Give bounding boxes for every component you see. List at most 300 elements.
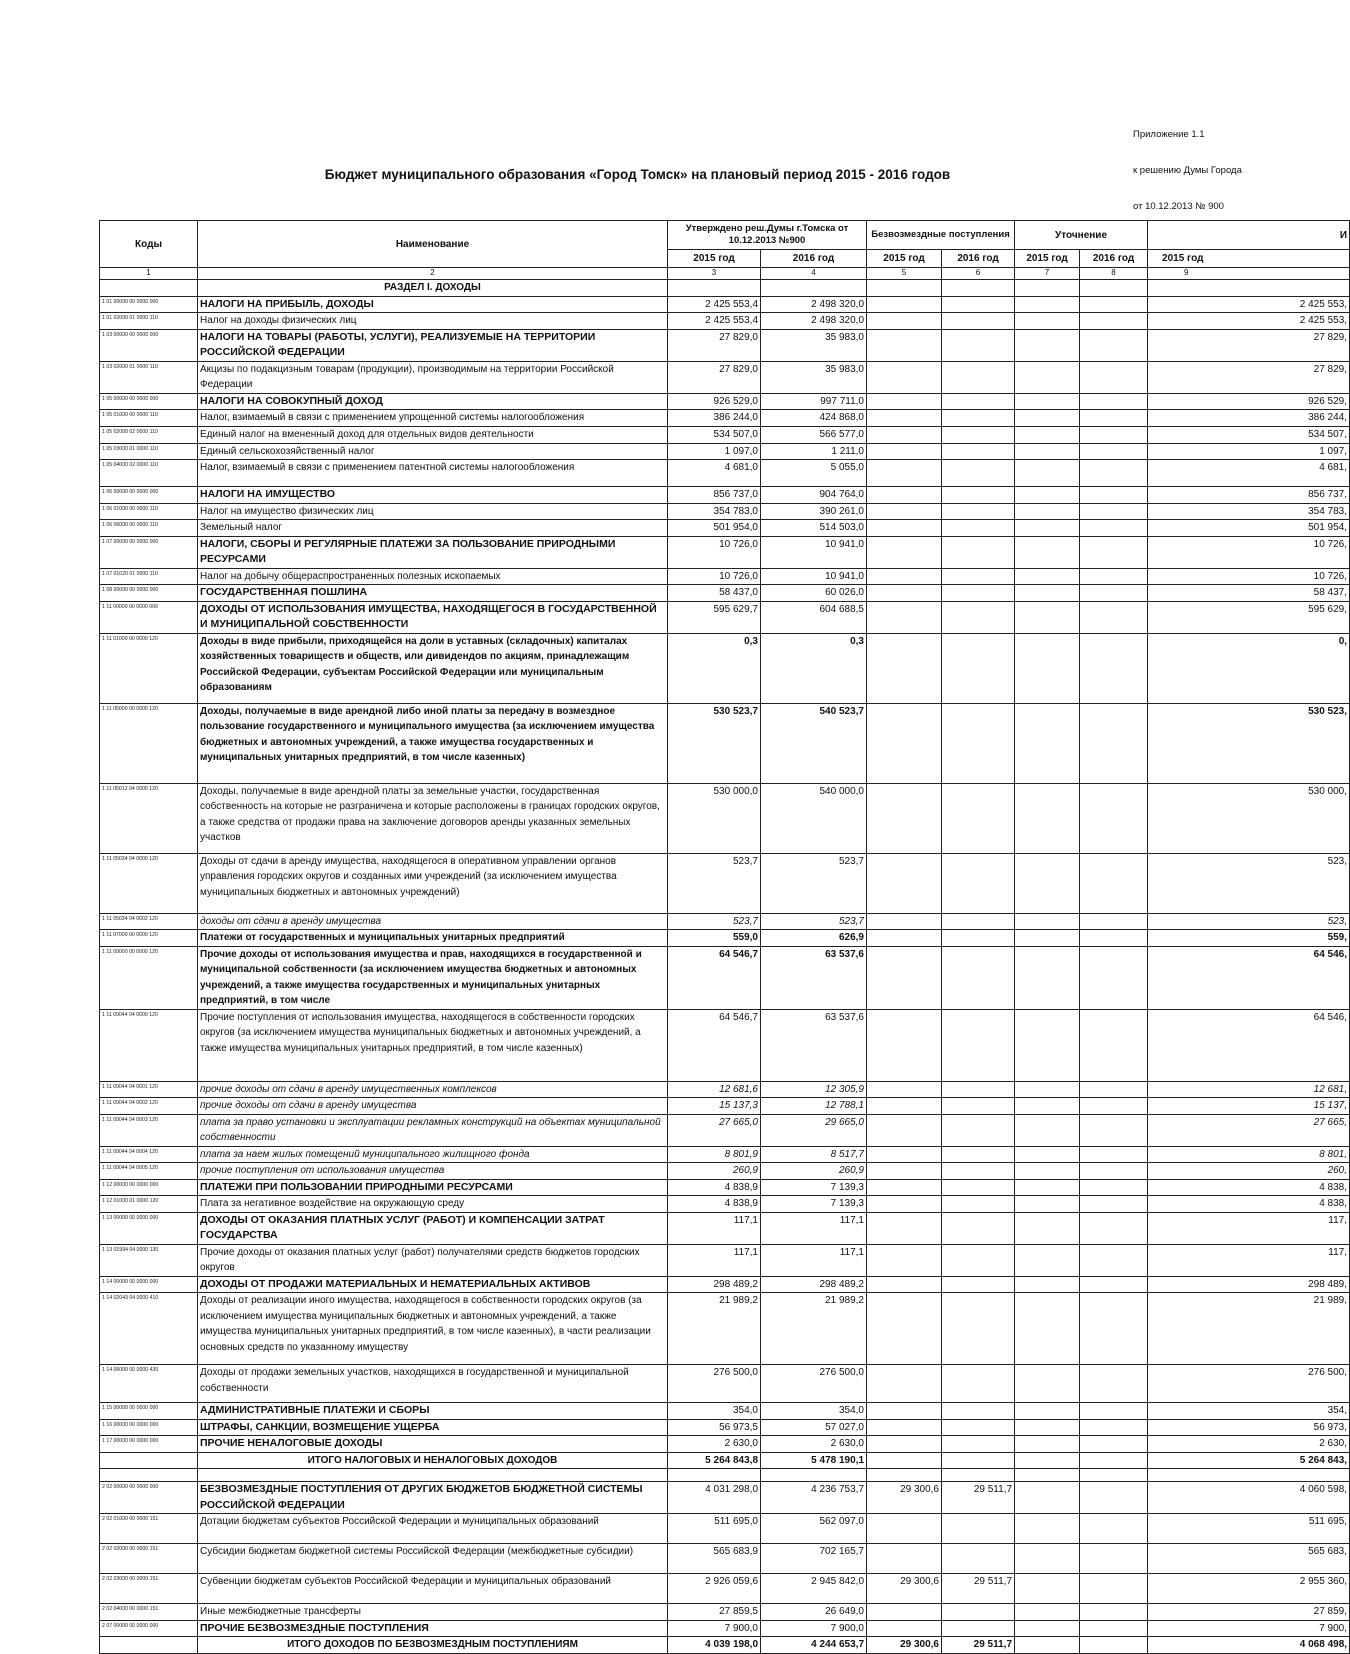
value-approved-2016: 10 941,0 xyxy=(761,568,867,585)
value-approved-2015: 5 264 843,8 xyxy=(668,1452,761,1469)
value-approved-2015: 856 737,0 xyxy=(668,487,761,504)
appendix-line-3: от 10.12.2013 № 900 xyxy=(1133,201,1224,212)
value-grants-2016 xyxy=(942,460,1015,487)
value-refinement-2016 xyxy=(1080,426,1148,443)
row-name: ПЛАТЕЖИ ПРИ ПОЛЬЗОВАНИИ ПРИРОДНЫМИ РЕСУРСАМИ xyxy=(198,1179,668,1196)
value-approved-2016: 12 305,9 xyxy=(761,1081,867,1098)
value-approved-2015: 15 137,3 xyxy=(668,1098,761,1115)
table-row xyxy=(100,1604,1350,1621)
value-grants-2016 xyxy=(942,520,1015,537)
value-grants-2016 xyxy=(942,1436,1015,1453)
row-name: Налог на доходы физических лиц xyxy=(198,313,668,330)
value-grants-2016 xyxy=(942,633,1015,703)
value-refinement-2015 xyxy=(1015,426,1080,443)
value-grants-2016: 29 511,7 xyxy=(942,1482,1015,1514)
row-code: 2 07 00000 00 0000 000 xyxy=(100,1620,198,1637)
header-total: И xyxy=(1148,221,1350,250)
value-refinement-2016 xyxy=(1080,1081,1148,1098)
value-grants-2015 xyxy=(867,585,942,602)
row-name: Плата за негативное воздействие на окружающую среду xyxy=(198,1196,668,1213)
value-grants-2016 xyxy=(942,585,1015,602)
row-code xyxy=(100,1637,198,1654)
value-approved-2015: 2 926 059,6 xyxy=(668,1574,761,1604)
value-approved-2015: 27 829,0 xyxy=(668,329,761,361)
table-row xyxy=(100,520,1350,537)
row-code: 1 16 00000 00 0000 000 xyxy=(100,1419,198,1436)
value-refinement-2015 xyxy=(1015,520,1080,537)
value-refinement-2016 xyxy=(1080,1146,1148,1163)
value-total-2015: 856 737, xyxy=(1148,487,1350,504)
row-name: НАЛОГИ НА ТОВАРЫ (РАБОТЫ, УСЛУГИ), РЕАЛИЗУЕМЫЕ НА ТЕРРИТОРИИ РОССИЙСКОЙ ФЕДЕРАЦИИ xyxy=(198,329,668,361)
value-grants-2016 xyxy=(942,1114,1015,1146)
value-total-2015: 2 425 553, xyxy=(1148,313,1350,330)
value-approved-2016: 117,1 xyxy=(761,1212,867,1244)
value-grants-2015 xyxy=(867,280,942,297)
value-refinement-2016 xyxy=(1080,1098,1148,1115)
value-grants-2016 xyxy=(942,426,1015,443)
value-grants-2016: 29 511,7 xyxy=(942,1637,1015,1654)
value-grants-2016 xyxy=(942,1469,1015,1482)
row-name: Акцизы по подакцизным товарам (продукции), производимым на территории Российской Федерации xyxy=(198,361,668,393)
value-grants-2015 xyxy=(867,633,942,703)
value-approved-2015: 64 546,7 xyxy=(668,946,761,1009)
value-grants-2016 xyxy=(942,913,1015,930)
row-code: 1 06 01000 00 0000 110 xyxy=(100,503,198,520)
row-code: 1 11 05000 00 0000 120 xyxy=(100,703,198,783)
value-refinement-2016 xyxy=(1080,946,1148,1009)
value-total-2015: 2 630, xyxy=(1148,1436,1350,1453)
value-approved-2016: 2 630,0 xyxy=(761,1436,867,1453)
value-approved-2015: 298 489,2 xyxy=(668,1276,761,1293)
value-approved-2016: 7 139,3 xyxy=(761,1179,867,1196)
row-code: 1 15 00000 00 0000 000 xyxy=(100,1403,198,1420)
value-refinement-2015 xyxy=(1015,487,1080,504)
value-refinement-2016 xyxy=(1080,1009,1148,1081)
value-approved-2016: 117,1 xyxy=(761,1244,867,1276)
budget-table-container xyxy=(99,220,1348,1650)
value-total-2015: 117, xyxy=(1148,1212,1350,1244)
value-grants-2016 xyxy=(942,1081,1015,1098)
value-approved-2015: 565 683,9 xyxy=(668,1544,761,1574)
col-number: 9 xyxy=(1148,268,1350,280)
value-refinement-2016 xyxy=(1080,393,1148,410)
value-total-2015: 5 264 843, xyxy=(1148,1452,1350,1469)
row-name: ГОСУДАРСТВЕННАЯ ПОШЛИНА xyxy=(198,585,668,602)
value-grants-2016 xyxy=(942,503,1015,520)
table-row xyxy=(100,1469,1350,1482)
table-row xyxy=(100,361,1350,393)
value-grants-2015 xyxy=(867,853,942,913)
value-refinement-2016 xyxy=(1080,1212,1148,1244)
value-total-2015: 8 801, xyxy=(1148,1146,1350,1163)
row-name: Иные межбюджетные трансферты xyxy=(198,1604,668,1621)
table-row xyxy=(100,536,1350,568)
header-year-2016: 2016 год xyxy=(761,250,867,268)
value-total-2015: 354 783, xyxy=(1148,503,1350,520)
value-refinement-2015 xyxy=(1015,930,1080,947)
row-code: 1 11 09044 04 0001 120 xyxy=(100,1081,198,1098)
value-grants-2016 xyxy=(942,1276,1015,1293)
value-grants-2016 xyxy=(942,703,1015,783)
value-grants-2015 xyxy=(867,443,942,460)
row-code: 1 05 00000 00 0000 000 xyxy=(100,393,198,410)
value-refinement-2016 xyxy=(1080,1365,1148,1403)
value-grants-2016 xyxy=(942,1452,1015,1469)
value-approved-2016: 390 261,0 xyxy=(761,503,867,520)
row-name: Доходы, получаемые в виде арендной либо иной платы за передачу в возмездное пользование государственного и муниципального имущества (за исключением имущества бюджетных и автономных учреждений, а также имущества государственных и муниципальных унитарных предприятий, в том числе казенных) xyxy=(198,703,668,783)
value-refinement-2016 xyxy=(1080,329,1148,361)
value-grants-2015 xyxy=(867,520,942,537)
value-approved-2015: 2 630,0 xyxy=(668,1436,761,1453)
row-name: прочие доходы от сдачи в аренду имущества xyxy=(198,1098,668,1115)
table-row xyxy=(100,783,1350,853)
header-grants: Безвозмездные поступления xyxy=(867,221,1015,250)
table-row xyxy=(100,1163,1350,1180)
value-refinement-2016 xyxy=(1080,1514,1148,1544)
row-code: 1 08 00000 00 0000 000 xyxy=(100,585,198,602)
value-approved-2015: 56 973,5 xyxy=(668,1419,761,1436)
value-refinement-2015 xyxy=(1015,1276,1080,1293)
value-refinement-2016 xyxy=(1080,1469,1148,1482)
value-total-2015: 298 489, xyxy=(1148,1276,1350,1293)
table-row xyxy=(100,296,1350,313)
value-refinement-2015 xyxy=(1015,633,1080,703)
value-grants-2015 xyxy=(867,1114,942,1146)
value-approved-2016: 260,9 xyxy=(761,1163,867,1180)
row-name: НАЛОГИ НА СОВОКУПНЫЙ ДОХОД xyxy=(198,393,668,410)
row-name: Прочие доходы от использования имущества и прав, находящихся в государственной и муниципальной собственности (за исключением имущества бюджетных и автономных учреждений, а также имущества государственных и муниципальных унитарных предприятий, в том числе xyxy=(198,946,668,1009)
value-grants-2016 xyxy=(942,1196,1015,1213)
value-refinement-2015 xyxy=(1015,783,1080,853)
table-row xyxy=(100,1436,1350,1453)
value-approved-2015 xyxy=(668,1469,761,1482)
value-refinement-2016 xyxy=(1080,1293,1148,1365)
value-refinement-2016 xyxy=(1080,536,1148,568)
value-total-2015: 559, xyxy=(1148,930,1350,947)
value-refinement-2015 xyxy=(1015,1196,1080,1213)
value-refinement-2016 xyxy=(1080,1114,1148,1146)
value-approved-2015: 21 989,2 xyxy=(668,1293,761,1365)
value-refinement-2015 xyxy=(1015,1436,1080,1453)
value-grants-2016 xyxy=(942,313,1015,330)
row-name: Платежи от государственных и муниципальных унитарных предприятий xyxy=(198,930,668,947)
value-approved-2016: 604 688,5 xyxy=(761,601,867,633)
value-total-2015: 4 838, xyxy=(1148,1196,1350,1213)
value-refinement-2016 xyxy=(1080,585,1148,602)
value-approved-2016: 12 788,1 xyxy=(761,1098,867,1115)
value-refinement-2015 xyxy=(1015,1452,1080,1469)
value-approved-2015: 10 726,0 xyxy=(668,536,761,568)
value-grants-2016 xyxy=(942,280,1015,297)
value-grants-2015 xyxy=(867,361,942,393)
value-approved-2015: 386 244,0 xyxy=(668,410,761,427)
row-name: Субсидии бюджетам бюджетной системы Российской Федерации (межбюджетные субсидии) xyxy=(198,1544,668,1574)
value-grants-2015 xyxy=(867,946,942,1009)
table-row xyxy=(100,1179,1350,1196)
value-approved-2015: 523,7 xyxy=(668,853,761,913)
value-grants-2016 xyxy=(942,1293,1015,1365)
value-refinement-2016 xyxy=(1080,601,1148,633)
value-total-2015: 276 500, xyxy=(1148,1365,1350,1403)
value-grants-2015 xyxy=(867,783,942,853)
value-approved-2015: 4 031 298,0 xyxy=(668,1482,761,1514)
value-approved-2016: 540 523,7 xyxy=(761,703,867,783)
row-name: Доходы от продажи земельных участков, находящихся в государственной и муниципальной собственности xyxy=(198,1365,668,1403)
value-refinement-2015 xyxy=(1015,913,1080,930)
row-name: Единый сельскохозяйственный налог xyxy=(198,443,668,460)
value-approved-2016: 10 941,0 xyxy=(761,536,867,568)
col-number: 6 xyxy=(942,268,1015,280)
value-approved-2015: 27 829,0 xyxy=(668,361,761,393)
row-code: 1 03 02000 01 0000 110 xyxy=(100,361,198,393)
value-grants-2015 xyxy=(867,487,942,504)
value-grants-2016 xyxy=(942,410,1015,427)
col-number: 7 xyxy=(1015,268,1080,280)
header-name: Наименование xyxy=(198,221,668,268)
row-code: 2 02 00000 00 0000 000 xyxy=(100,1482,198,1514)
value-grants-2015 xyxy=(867,1403,942,1420)
value-total-2015: 27 665, xyxy=(1148,1114,1350,1146)
value-grants-2015 xyxy=(867,601,942,633)
value-total-2015: 10 726, xyxy=(1148,536,1350,568)
row-name: Земельный налог xyxy=(198,520,668,537)
value-grants-2015 xyxy=(867,568,942,585)
row-code: 1 13 01994 04 0000 130 xyxy=(100,1244,198,1276)
value-grants-2016 xyxy=(942,1365,1015,1403)
value-refinement-2016 xyxy=(1080,1419,1148,1436)
row-code: 1 01 00000 00 0000 000 xyxy=(100,296,198,313)
value-approved-2015: 8 801,9 xyxy=(668,1146,761,1163)
col-number: 8 xyxy=(1080,268,1148,280)
table-row xyxy=(100,443,1350,460)
value-approved-2016: 63 537,6 xyxy=(761,1009,867,1081)
value-approved-2016: 26 649,0 xyxy=(761,1604,867,1621)
value-total-2015: 1 097, xyxy=(1148,443,1350,460)
value-grants-2016 xyxy=(942,361,1015,393)
value-total-2015: 64 546, xyxy=(1148,1009,1350,1081)
value-refinement-2015 xyxy=(1015,1637,1080,1654)
row-name: Налог, взимаемый в связи с применением упрощенной системы налогообложения xyxy=(198,410,668,427)
value-refinement-2016 xyxy=(1080,913,1148,930)
value-grants-2015 xyxy=(867,1419,942,1436)
value-approved-2015: 511 695,0 xyxy=(668,1514,761,1544)
value-approved-2016: 276 500,0 xyxy=(761,1365,867,1403)
value-total-2015: 534 507, xyxy=(1148,426,1350,443)
row-code: 2 02 02000 00 0000 151 xyxy=(100,1544,198,1574)
value-total-2015: 501 954, xyxy=(1148,520,1350,537)
row-name: Налог на добычу общераспространенных полезных ископаемых xyxy=(198,568,668,585)
value-refinement-2015 xyxy=(1015,1179,1080,1196)
row-code: 1 11 09044 04 0002 120 xyxy=(100,1098,198,1115)
row-name: доходы от сдачи в аренду имущества xyxy=(198,913,668,930)
row-code: 1 05 02000 02 0000 110 xyxy=(100,426,198,443)
value-refinement-2015 xyxy=(1015,1419,1080,1436)
table-row xyxy=(100,1196,1350,1213)
row-name: Субвенции бюджетам субъектов Российской Федерации и муниципальных образований xyxy=(198,1574,668,1604)
value-total-2015 xyxy=(1148,280,1350,297)
value-approved-2015: 7 900,0 xyxy=(668,1620,761,1637)
value-refinement-2016 xyxy=(1080,1436,1148,1453)
value-approved-2015: 2 425 553,4 xyxy=(668,313,761,330)
table-row xyxy=(100,853,1350,913)
value-approved-2016: 523,7 xyxy=(761,853,867,913)
table-row xyxy=(100,410,1350,427)
value-refinement-2015 xyxy=(1015,1544,1080,1574)
value-grants-2016 xyxy=(942,1604,1015,1621)
value-total-2015: 4 068 498, xyxy=(1148,1637,1350,1654)
header-year-2015: 2015 год xyxy=(867,250,942,268)
value-refinement-2016 xyxy=(1080,410,1148,427)
col-number: 5 xyxy=(867,268,942,280)
value-refinement-2015 xyxy=(1015,1482,1080,1514)
value-refinement-2016 xyxy=(1080,1620,1148,1637)
value-refinement-2016 xyxy=(1080,1163,1148,1180)
value-total-2015: 386 244, xyxy=(1148,410,1350,427)
value-refinement-2016 xyxy=(1080,1276,1148,1293)
value-grants-2015 xyxy=(867,930,942,947)
value-approved-2016: 21 989,2 xyxy=(761,1293,867,1365)
value-refinement-2016 xyxy=(1080,296,1148,313)
value-approved-2016: 2 498 320,0 xyxy=(761,313,867,330)
value-approved-2016: 60 026,0 xyxy=(761,585,867,602)
value-refinement-2015 xyxy=(1015,1620,1080,1637)
table-row xyxy=(100,487,1350,504)
value-approved-2016: 0,3 xyxy=(761,633,867,703)
value-approved-2015: 27 859,5 xyxy=(668,1604,761,1621)
value-approved-2016: 35 983,0 xyxy=(761,361,867,393)
header-year-2016: 2016 год xyxy=(1080,250,1148,268)
row-name: ДОХОДЫ ОТ ОКАЗАНИЯ ПЛАТНЫХ УСЛУГ (РАБОТ) И КОМПЕНСАЦИИ ЗАТРАТ ГОСУДАРСТВА xyxy=(198,1212,668,1244)
value-refinement-2015 xyxy=(1015,1514,1080,1544)
value-grants-2015: 29 300,6 xyxy=(867,1574,942,1604)
value-approved-2016: 2 945 842,0 xyxy=(761,1574,867,1604)
row-code: 1 11 09000 00 0000 120 xyxy=(100,946,198,1009)
value-grants-2015 xyxy=(867,1212,942,1244)
value-grants-2015 xyxy=(867,1469,942,1482)
row-code: 1 05 01000 00 0000 110 xyxy=(100,410,198,427)
table-row xyxy=(100,1009,1350,1081)
table-row xyxy=(100,1620,1350,1637)
table-row xyxy=(100,1482,1350,1514)
value-grants-2016 xyxy=(942,946,1015,1009)
row-name xyxy=(198,1469,668,1482)
value-total-2015: 4 681, xyxy=(1148,460,1350,487)
value-grants-2016 xyxy=(942,783,1015,853)
value-refinement-2015 xyxy=(1015,1469,1080,1482)
value-grants-2015 xyxy=(867,1452,942,1469)
value-refinement-2016 xyxy=(1080,1403,1148,1420)
total-row xyxy=(100,1452,1350,1469)
value-approved-2015: 926 529,0 xyxy=(668,393,761,410)
col-number: 4 xyxy=(761,268,867,280)
column-numbers-row xyxy=(100,268,1350,280)
value-refinement-2015 xyxy=(1015,703,1080,783)
header-codes: Коды xyxy=(100,221,198,268)
table-row xyxy=(100,568,1350,585)
value-refinement-2015 xyxy=(1015,393,1080,410)
row-name: Доходы в виде прибыли, приходящейся на доли в уставных (складочных) капиталах хозяйственных товариществ и обществ, или дивидендов по акциям, принадлежащим Российской Федерации, субъектам Российской Федерации или муниципальным образованиям xyxy=(198,633,668,703)
value-total-2015: 2 425 553, xyxy=(1148,296,1350,313)
row-name: прочие поступления от использования имущества xyxy=(198,1163,668,1180)
value-refinement-2015 xyxy=(1015,946,1080,1009)
value-refinement-2016 xyxy=(1080,633,1148,703)
value-grants-2015 xyxy=(867,460,942,487)
table-row xyxy=(100,1419,1350,1436)
value-grants-2015 xyxy=(867,1620,942,1637)
table-row xyxy=(100,1544,1350,1574)
value-grants-2016 xyxy=(942,536,1015,568)
value-grants-2016 xyxy=(942,1163,1015,1180)
row-name: НАЛОГИ НА ПРИБЫЛЬ, ДОХОДЫ xyxy=(198,296,668,313)
value-grants-2016 xyxy=(942,1419,1015,1436)
row-name: прочие доходы от сдачи в аренду имущественных комплексов xyxy=(198,1081,668,1098)
value-grants-2016 xyxy=(942,853,1015,913)
row-code: 1 11 05034 04 0000 120 xyxy=(100,853,198,913)
row-code: 1 11 09044 04 0004 120 xyxy=(100,1146,198,1163)
value-approved-2015: 117,1 xyxy=(668,1212,761,1244)
row-code xyxy=(100,1469,198,1482)
table-row xyxy=(100,1514,1350,1544)
value-approved-2015: 276 500,0 xyxy=(668,1365,761,1403)
value-approved-2015: 27 665,0 xyxy=(668,1114,761,1146)
value-total-2015: 4 838, xyxy=(1148,1179,1350,1196)
value-total-2015: 523, xyxy=(1148,853,1350,913)
value-total-2015: 64 546, xyxy=(1148,946,1350,1009)
value-total-2015: 926 529, xyxy=(1148,393,1350,410)
row-name: ДОХОДЫ ОТ ИСПОЛЬЗОВАНИЯ ИМУЩЕСТВА, НАХОДЯЩЕГОСЯ В ГОСУДАРСТВЕННОЙ И МУНИЦИПАЛЬНОЙ СОБСТВЕННОСТИ xyxy=(198,601,668,633)
row-name: ШТРАФЫ, САНКЦИИ, ВОЗМЕЩЕНИЕ УЩЕРБА xyxy=(198,1419,668,1436)
table-row xyxy=(100,1146,1350,1163)
value-total-2015: 565 683, xyxy=(1148,1544,1350,1574)
value-refinement-2015 xyxy=(1015,568,1080,585)
row-name: Доходы, получаемые в виде арендной платы за земельные участки, государственная собственность на которые не разграничена и которые расположены в границах городских округов, а также средства от продажи права на заключение договоров аренды указанных земельных участков xyxy=(198,783,668,853)
value-total-2015: 530 000, xyxy=(1148,783,1350,853)
value-approved-2015: 58 437,0 xyxy=(668,585,761,602)
value-total-2015: 15 137, xyxy=(1148,1098,1350,1115)
table-row xyxy=(100,633,1350,703)
value-approved-2015 xyxy=(668,280,761,297)
row-code: 1 14 02043 04 0000 410 xyxy=(100,1293,198,1365)
row-code: 1 05 03000 01 0000 110 xyxy=(100,443,198,460)
value-approved-2015: 530 000,0 xyxy=(668,783,761,853)
row-code: 1 17 00000 00 0000 000 xyxy=(100,1436,198,1453)
value-approved-2016 xyxy=(761,280,867,297)
value-refinement-2016 xyxy=(1080,783,1148,853)
row-name: РАЗДЕЛ I. ДОХОДЫ xyxy=(198,280,668,297)
value-approved-2015: 260,9 xyxy=(668,1163,761,1180)
value-grants-2015 xyxy=(867,1196,942,1213)
value-refinement-2015 xyxy=(1015,503,1080,520)
value-refinement-2015 xyxy=(1015,585,1080,602)
row-code: 1 11 05034 04 0002 120 xyxy=(100,913,198,930)
table-row xyxy=(100,930,1350,947)
value-approved-2016: 997 711,0 xyxy=(761,393,867,410)
value-approved-2015: 523,7 xyxy=(668,913,761,930)
value-total-2015: 4 060 598, xyxy=(1148,1482,1350,1514)
table-row xyxy=(100,1244,1350,1276)
value-refinement-2016 xyxy=(1080,1482,1148,1514)
row-name: ИТОГО ДОХОДОВ ПО БЕЗВОЗМЕЗДНЫМ ПОСТУПЛЕНИЯМ xyxy=(198,1637,668,1654)
value-approved-2016: 626,9 xyxy=(761,930,867,947)
value-refinement-2015 xyxy=(1015,1574,1080,1604)
value-refinement-2015 xyxy=(1015,1114,1080,1146)
value-grants-2015 xyxy=(867,503,942,520)
row-code: 1 11 01000 00 0000 120 xyxy=(100,633,198,703)
row-code: 1 01 02000 01 0000 110 xyxy=(100,313,198,330)
value-approved-2015: 595 629,7 xyxy=(668,601,761,633)
value-refinement-2015 xyxy=(1015,536,1080,568)
value-grants-2016 xyxy=(942,1098,1015,1115)
